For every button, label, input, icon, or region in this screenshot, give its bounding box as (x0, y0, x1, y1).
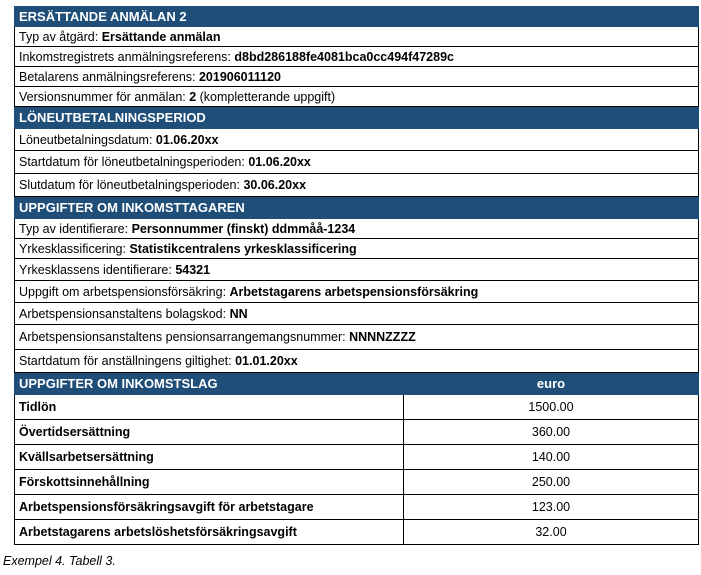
field-value: 201906011120 (198, 69, 282, 84)
report-document (14, 6, 698, 545)
row-period-end (15, 174, 699, 197)
field-label: Startdatum för anställningens giltighet: (19, 354, 236, 368)
income-type-row (15, 495, 699, 520)
field-value: 54321 (175, 262, 211, 277)
field-value: 30.06.20xx (243, 178, 307, 192)
income-type-amount: 1500.00 (404, 395, 699, 420)
row-period-start (15, 151, 699, 174)
income-type-row (15, 470, 699, 495)
field-label: Arbetspensionsanstaltens bolagskod: (19, 306, 230, 321)
section-title: UPPGIFTER OM INKOMSTTAGAREN (15, 197, 699, 219)
section-title: LÖNEUTBETALNINGSPERIOD (15, 107, 699, 129)
income-type-label: Arbetspensionsförsäkringsavgift för arbetstagare (15, 495, 404, 520)
row-occupational-classification (15, 239, 699, 259)
income-type-row (15, 445, 699, 470)
field-value: Arbetstagarens arbetspensionsförsäkring (229, 284, 479, 299)
section-header-income-earner (15, 197, 699, 219)
field-value: 01.01.20xx (235, 354, 298, 368)
row-payer-reference (15, 67, 699, 87)
field-label: Startdatum för löneutbetalningsperioden: (19, 155, 249, 169)
income-type-label: Kvällsarbetsersättning (15, 445, 404, 470)
field-value: d8bd286188fe4081bca0cc494f47289c (234, 49, 454, 64)
field-label: Betalarens anmälningsreferens: (19, 69, 199, 84)
income-type-row (15, 520, 699, 545)
income-type-row (15, 420, 699, 445)
section-title: UPPGIFTER OM INKOMSTSLAG (15, 373, 404, 395)
row-pension-insurance (15, 281, 699, 303)
field-suffix: (kompletterande uppgift) (196, 89, 336, 104)
income-type-amount: 140.00 (404, 445, 699, 470)
field-label: Slutdatum för löneutbetalningsperioden: (19, 178, 244, 192)
field-value: 2 (189, 89, 197, 104)
unit-header: euro (404, 373, 699, 395)
field-label: Arbetspensionsanstaltens pensionsarrangemangsnummer: (19, 330, 350, 344)
section-header-replacing-report (15, 7, 699, 27)
field-value: 01.06.20xx (155, 132, 219, 147)
income-type-label: Förskottsinnehållning (15, 470, 404, 495)
income-type-amount: 123.00 (404, 495, 699, 520)
field-value: NN (229, 306, 248, 321)
field-value: 01.06.20xx (248, 155, 311, 169)
section-header-income-types (15, 373, 699, 395)
report-table (14, 6, 699, 545)
income-type-label: Tidlön (15, 395, 404, 420)
field-label: Yrkesklassens identifierare: (19, 262, 176, 277)
field-label: Versionsnummer för anmälan: (19, 89, 190, 104)
income-type-amount: 360.00 (404, 420, 699, 445)
row-income-register-reference (15, 47, 699, 67)
field-value: NNNNZZZZ (349, 330, 416, 344)
row-employment-start (15, 350, 699, 373)
income-type-label: Övertidsersättning (15, 420, 404, 445)
row-pension-company-code (15, 303, 699, 325)
row-action-type (15, 27, 699, 47)
income-type-label: Arbetstagarens arbetslöshetsförsäkringsavgift (15, 520, 404, 545)
field-label: Uppgift om arbetspensionsförsäkring: (19, 284, 230, 299)
field-label: Typ av åtgärd: (19, 29, 102, 44)
field-label: Löneutbetalningsdatum: (19, 132, 156, 147)
row-occupation-identifier (15, 259, 699, 281)
income-type-amount: 32.00 (404, 520, 699, 545)
field-label: Inkomstregistrets anmälningsreferens: (19, 49, 235, 64)
field-label: Typ av identifierare: (19, 221, 132, 236)
row-payment-date (15, 129, 699, 151)
income-type-row (15, 395, 699, 420)
income-type-amount: 250.00 (404, 470, 699, 495)
row-identifier-type (15, 219, 699, 239)
section-header-pay-period (15, 107, 699, 129)
field-value: Ersättande anmälan (101, 29, 221, 44)
table-caption: Exempel 4. Tabell 3. (3, 554, 116, 568)
section-title: ERSÄTTANDE ANMÄLAN 2 (15, 7, 699, 27)
field-value: Personnummer (finskt) ddmmåå-1234 (131, 221, 356, 236)
field-label: Yrkesklassificering: (19, 241, 130, 256)
field-value: Statistikcentralens yrkesklassificering (129, 241, 357, 256)
row-pension-arrangement-number (15, 325, 699, 350)
row-version-number (15, 87, 699, 107)
